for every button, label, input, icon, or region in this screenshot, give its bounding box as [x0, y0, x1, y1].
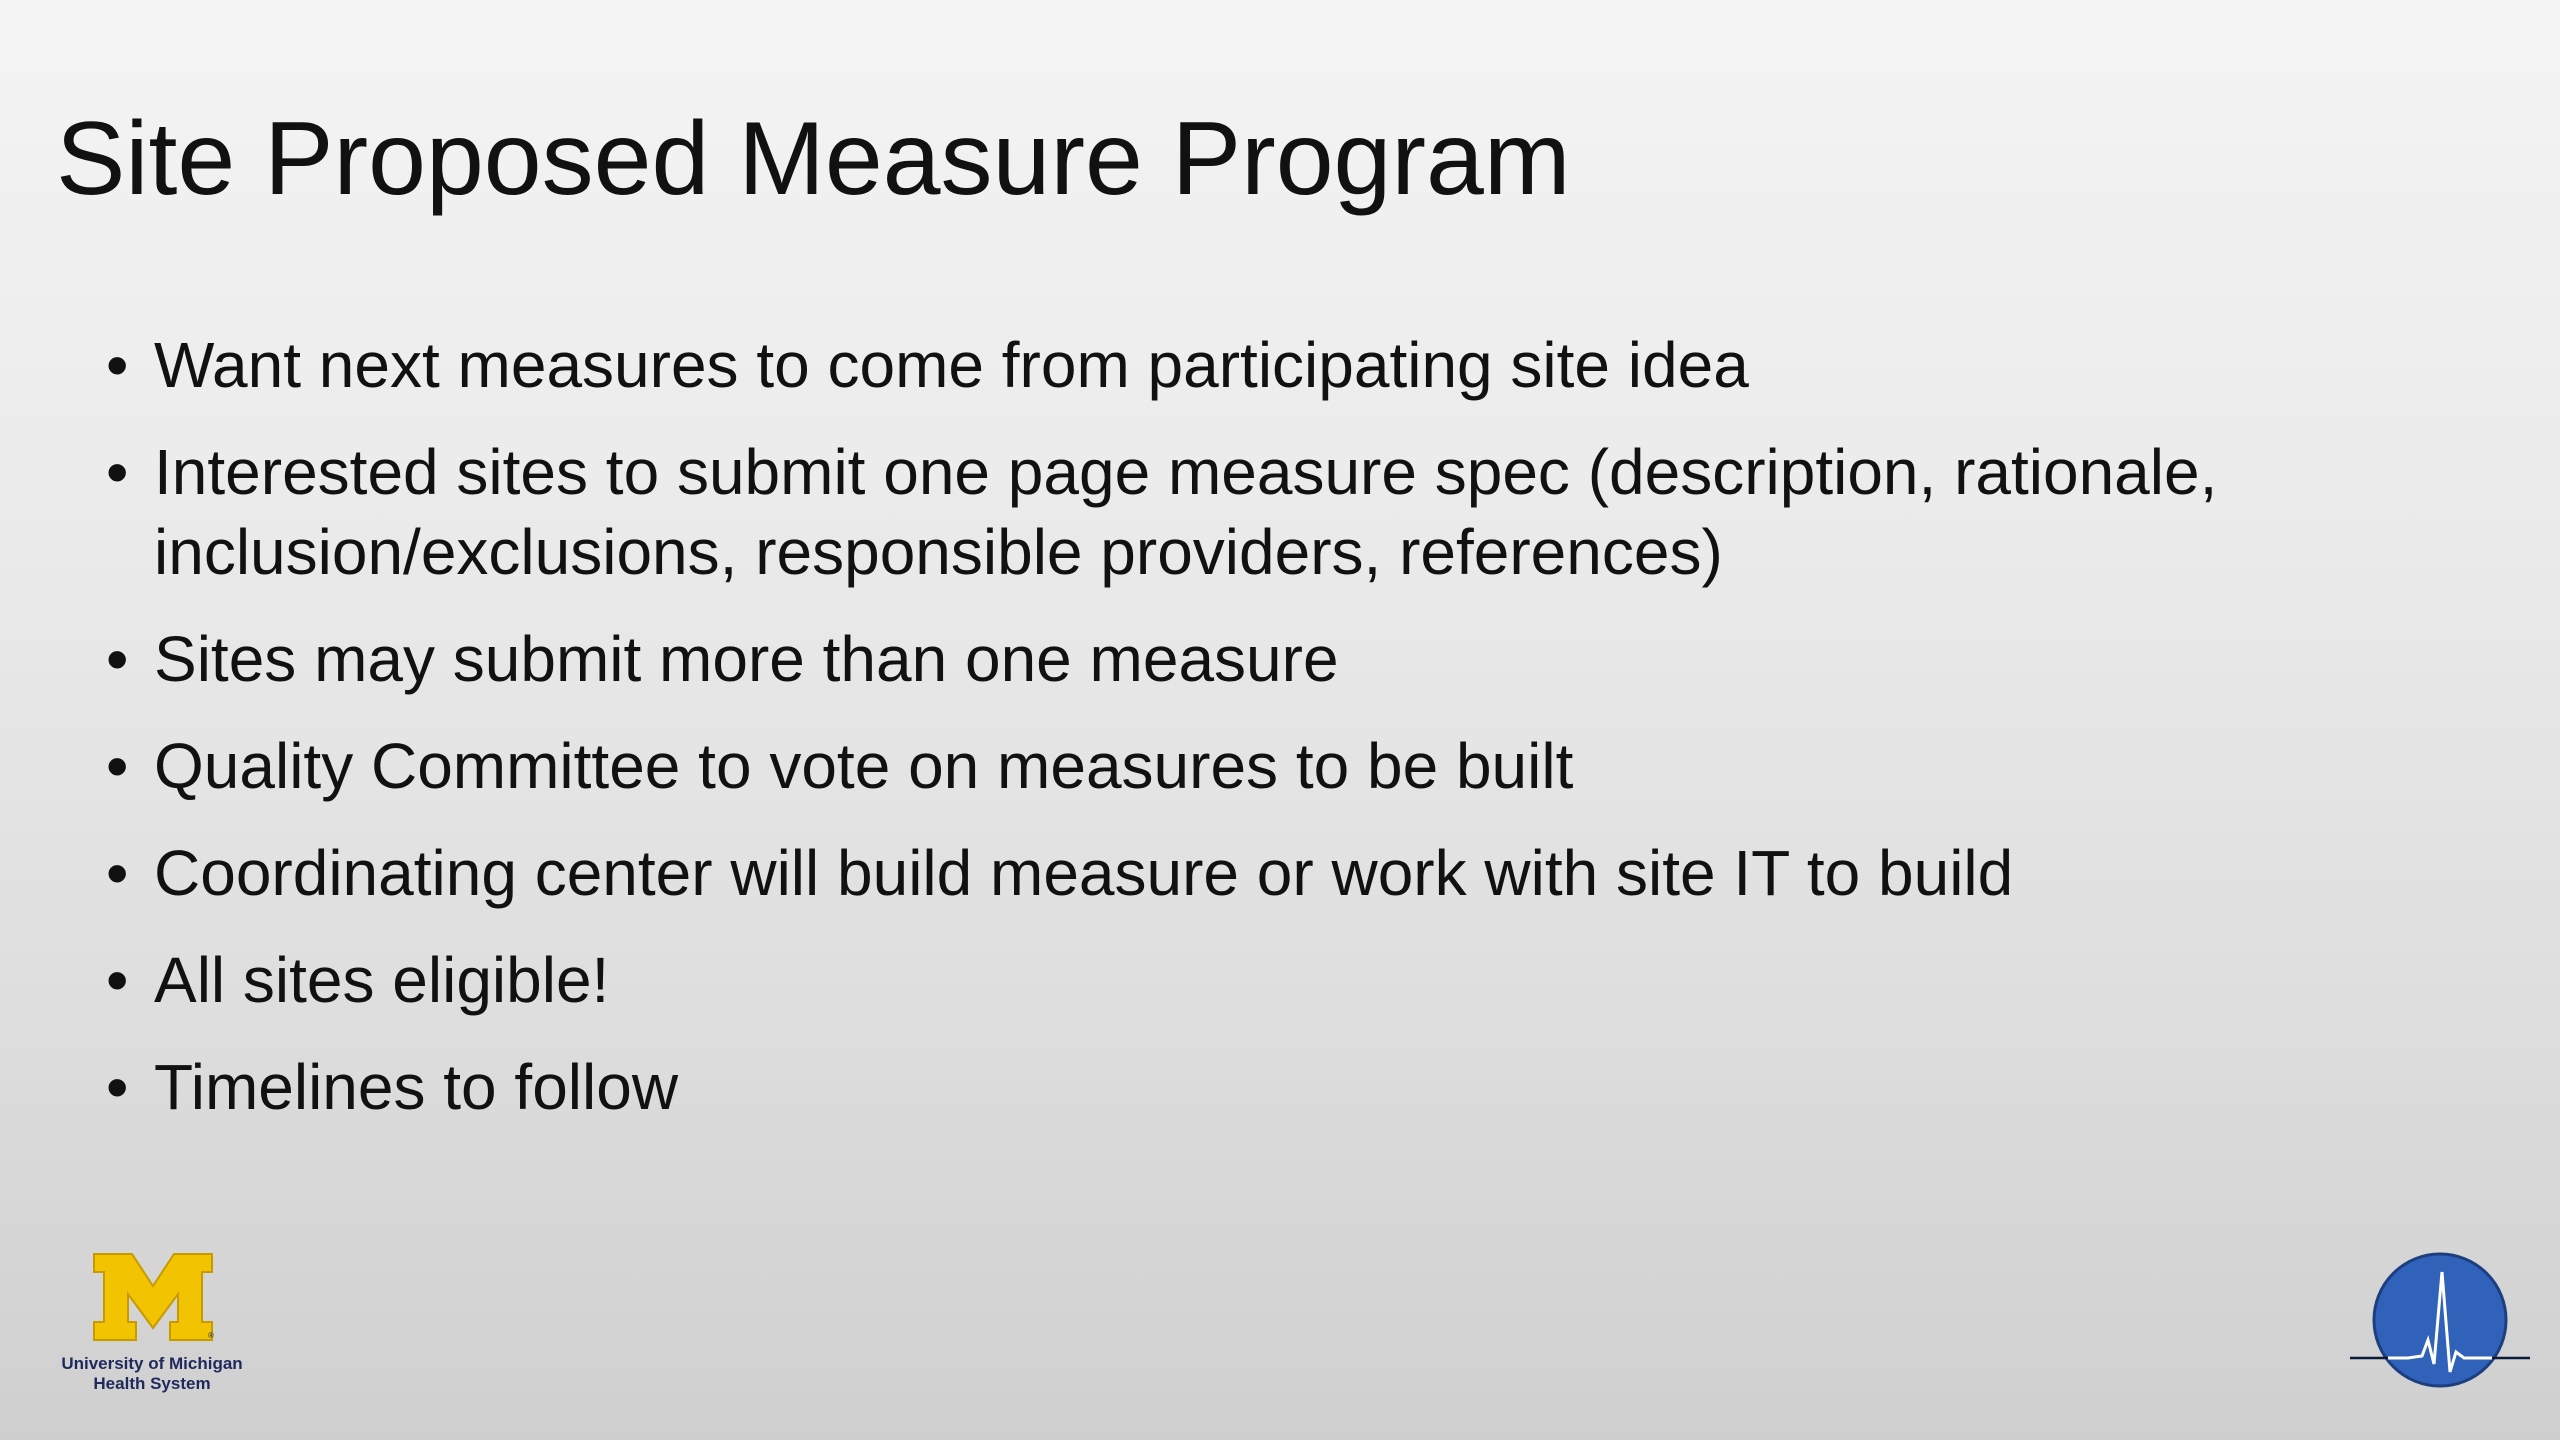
- bullet-dot-icon: •: [106, 623, 129, 695]
- bullet-text: Quality Committee to vote on measures to be built: [154, 730, 1574, 802]
- bullet-text: All sites eligible!: [154, 944, 610, 1016]
- bullet-list: [106, 325, 2306, 1154]
- bullet-dot-icon: •: [106, 730, 129, 802]
- bullet-text: Timelines to follow: [154, 1051, 679, 1123]
- bullet-dot-icon: •: [106, 436, 129, 508]
- svg-text:®: ®: [208, 1331, 214, 1340]
- bullet-dot-icon: •: [106, 944, 129, 1016]
- bullet-item: [106, 833, 2306, 913]
- bullet-item: [106, 726, 2306, 806]
- heartbeat-circle-icon: [2348, 1248, 2532, 1392]
- bullet-dot-icon: •: [106, 837, 129, 909]
- bullet-item: [106, 619, 2306, 699]
- bullet-item: [106, 940, 2306, 1020]
- bullet-text: Want next measures to come from participating site idea: [154, 329, 1749, 401]
- logo-caption: [52, 1354, 252, 1394]
- block-m-icon: [92, 1252, 214, 1342]
- slide-title: Site Proposed Measure Program: [56, 101, 1571, 217]
- bullet-item: [106, 1047, 2306, 1127]
- bullet-dot-icon: •: [106, 329, 129, 401]
- bullet-item: [106, 432, 2306, 592]
- bullet-item: [106, 325, 2306, 405]
- bullet-dot-icon: •: [106, 1051, 129, 1123]
- bullet-text: Interested sites to submit one page measure spec (description, rationale, inclusion/exclusions, responsible providers, references): [154, 436, 2218, 588]
- logo-line-1: University of Michigan: [61, 1354, 243, 1373]
- university-of-michigan-logo: [52, 1252, 252, 1402]
- bullet-text: Sites may submit more than one measure: [154, 623, 1339, 695]
- bullet-text: Coordinating center will build measure or work with site IT to build: [154, 837, 2014, 909]
- logo-line-2: Health System: [93, 1374, 211, 1393]
